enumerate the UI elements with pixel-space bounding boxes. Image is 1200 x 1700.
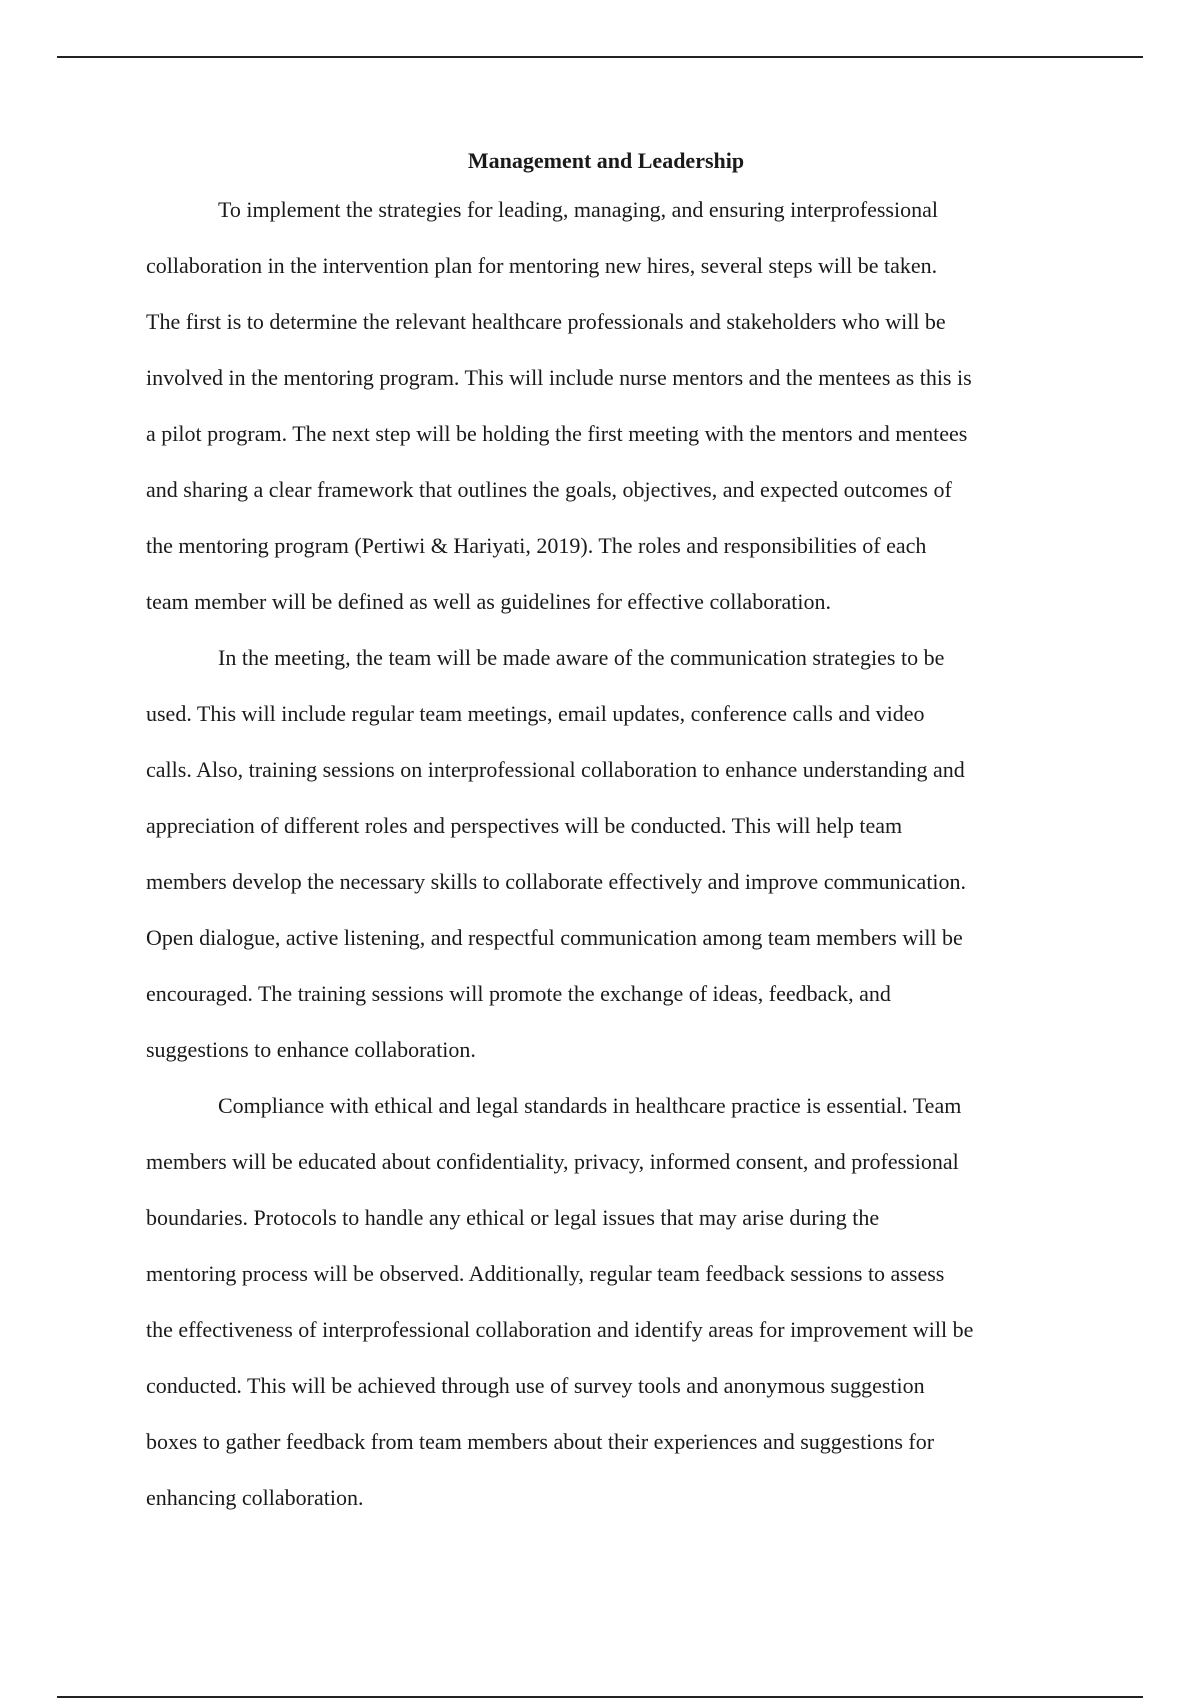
paragraph-3-line: enhancing collaboration. bbox=[146, 1485, 364, 1510]
paragraph-2-line: members develop the necessary skills to collaborate effectively and improve communication. bbox=[146, 869, 967, 894]
paragraph-2-line: Open dialogue, active listening, and respectful communication among team members will be bbox=[146, 925, 963, 950]
page-title: Management and Leadership bbox=[467, 148, 745, 173]
paragraph-3-line: boxes to gather feedback from team members about their experiences and suggestions for bbox=[146, 1429, 935, 1454]
paragraph-1-line: involved in the mentoring program. This will include nurse mentors and the mentees as this is bbox=[146, 365, 972, 390]
paragraph-1-line: the mentoring program (Pertiwi & Hariyati, 2019). The roles and responsibilities of each bbox=[146, 533, 927, 558]
paragraph-1-line: team member will be defined as well as guidelines for effective collaboration. bbox=[146, 589, 832, 614]
top-divider bbox=[57, 56, 1143, 58]
paragraph-1-line: The first is to determine the relevant healthcare professionals and stakeholders who will be bbox=[146, 309, 946, 334]
body-text bbox=[146, 182, 1066, 1526]
paragraph-2-line: used. This will include regular team meetings, email updates, conference calls and video bbox=[146, 701, 925, 726]
paragraph-1-line: collaboration in the intervention plan for mentoring new hires, several steps will be taken. bbox=[146, 253, 938, 278]
paragraph-2-line: encouraged. The training sessions will promote the exchange of ideas, feedback, and bbox=[146, 981, 891, 1006]
document-page bbox=[146, 140, 1066, 1526]
paragraph-3-line: Compliance with ethical and legal standards in healthcare practice is essential. Team bbox=[218, 1093, 962, 1118]
paragraph-2-line: appreciation of different roles and perspectives will be conducted. This will help team bbox=[146, 813, 903, 838]
paragraph-3-line: boundaries. Protocols to handle any ethical or legal issues that may arise during the bbox=[146, 1205, 880, 1230]
paragraph-3-line: members will be educated about confidentiality, privacy, informed consent, and professional bbox=[146, 1149, 959, 1174]
paragraph-3-line: conducted. This will be achieved through use of survey tools and anonymous suggestion bbox=[146, 1373, 925, 1398]
paragraph-1-line: and sharing a clear framework that outlines the goals, objectives, and expected outcomes of bbox=[146, 477, 952, 502]
paragraph-2-line: In the meeting, the team will be made aware of the communication strategies to be bbox=[218, 645, 945, 670]
paragraph-1-line: To implement the strategies for leading, managing, and ensuring interprofessional bbox=[218, 197, 938, 222]
paragraph-3-line: the effectiveness of interprofessional collaboration and identify areas for improvement will be bbox=[146, 1317, 974, 1342]
paragraph-2-line: suggestions to enhance collaboration. bbox=[146, 1037, 476, 1062]
bottom-divider bbox=[57, 1696, 1143, 1698]
paragraph-3-line: mentoring process will be observed. Additionally, regular team feedback sessions to assess bbox=[146, 1261, 945, 1286]
paragraph-1-line: a pilot program. The next step will be holding the first meeting with the mentors and mentees bbox=[146, 421, 968, 446]
paragraph-2-line: calls. Also, training sessions on interprofessional collaboration to enhance understanding and bbox=[146, 757, 965, 782]
